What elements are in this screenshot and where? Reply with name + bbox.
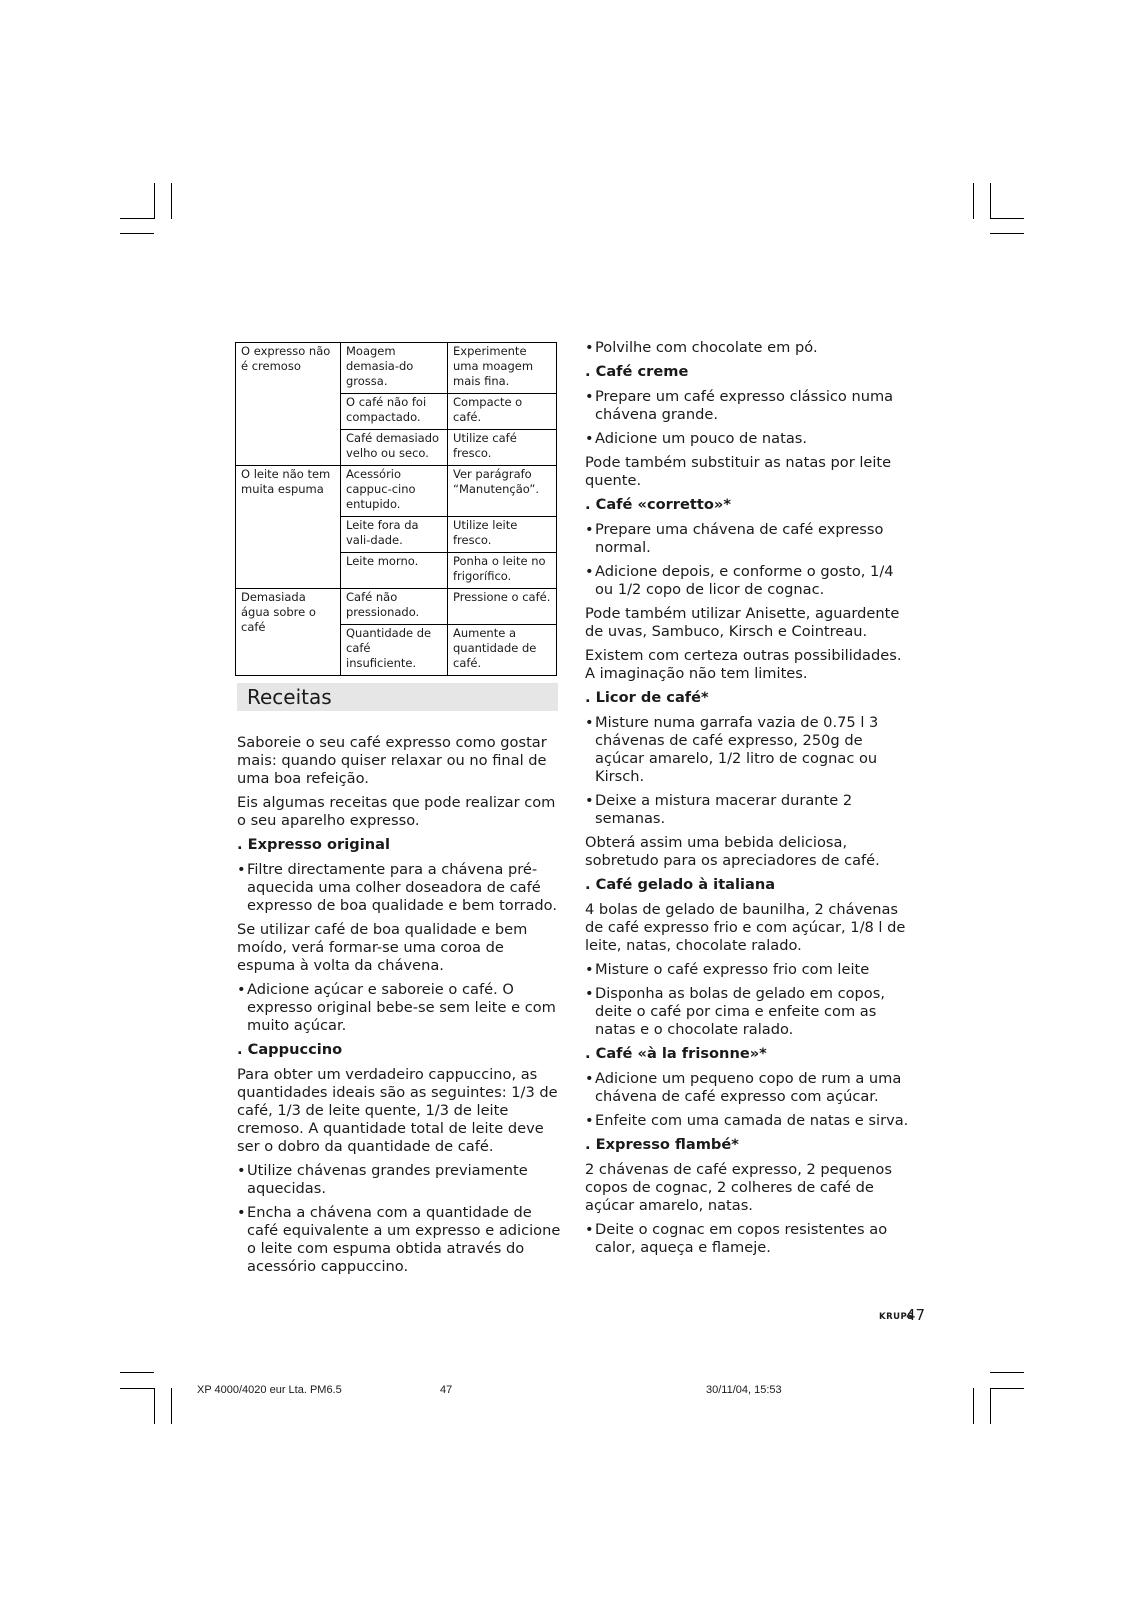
left-column <box>237 734 562 1282</box>
bullet-icon: • <box>585 985 594 1002</box>
crop-mark <box>154 1388 155 1424</box>
list-item: • Prepare uma chávena de café expresso normal. <box>585 521 884 556</box>
paragraph: Se utilizar café de boa qualidade e bem moído, verá formar-se uma coroa de espuma à volta da chávena. <box>237 921 528 974</box>
table-cell-cause: Leite fora da vali-dade. <box>341 517 448 553</box>
table-row <box>236 343 557 394</box>
table-cell-problem: O expresso não é cremoso <box>236 343 341 466</box>
crop-mark <box>990 183 991 219</box>
table-cell-solution: Ver parágrafo “Manutenção”. <box>448 466 557 517</box>
list-item: • Encha a chávena com a quantidade de café equivalente a um expresso e adicione o leite com espuma obtida através do acessório cappuccino. <box>237 1204 561 1275</box>
bullet-icon: • <box>585 430 594 447</box>
crop-mark <box>120 218 154 219</box>
table-row <box>236 466 557 517</box>
right-column <box>585 339 915 1263</box>
list-item: • Adicione depois, e conforme o gosto, 1/4 ou 1/2 copo de licor de cognac. <box>585 563 894 598</box>
list-item: • Polvilhe com chocolate em pó. <box>585 339 818 356</box>
crop-mark <box>120 1388 154 1389</box>
page-number: 47 <box>906 1306 926 1324</box>
list-item: • Adicione açúcar e saboreie o café. O expresso original bebe-se sem leite e com muito açúcar. <box>237 981 556 1034</box>
bullet-icon: • <box>585 339 594 356</box>
table-cell-solution: Utilize leite fresco. <box>448 517 557 553</box>
table-cell-solution: Aumente a quantidade de café. <box>448 625 557 676</box>
bullet-icon: • <box>585 792 594 809</box>
crop-mark <box>990 1388 991 1424</box>
list-item: • Enfeite com uma camada de natas e sirva. <box>585 1112 909 1129</box>
list-item: • Misture o café expresso frio com leite <box>585 961 870 978</box>
recipe-heading: . Cappuccino <box>237 1041 343 1058</box>
crop-mark <box>154 183 155 219</box>
bullet-icon: • <box>585 521 594 538</box>
paragraph: Eis algumas receitas que pode realizar com o seu aparelho expresso. <box>237 794 556 829</box>
recipe-heading: . Café «corretto»* <box>585 496 731 513</box>
bullet-icon: • <box>585 1221 594 1238</box>
paragraph: Saboreie o seu café expresso como gostar mais: quando quiser relaxar ou no final de uma boa refeição. <box>237 734 547 787</box>
section-title: Receitas <box>247 685 332 709</box>
brand-logo: KRUPS <box>879 1312 914 1322</box>
crop-mark <box>171 1388 172 1424</box>
recipe-heading: . Café gelado à italiana <box>585 876 776 893</box>
bullet-icon: • <box>237 1204 246 1221</box>
bullet-icon: • <box>237 1162 246 1179</box>
paragraph: Para obter um verdadeiro cappuccino, as quantidades ideais são as seguintes: 1/3 de café, 1/3 de leite quente, 1/3 de leite cremoso. A quantidade total de leite deve ser o dobro da quantidade de café. <box>237 1066 558 1155</box>
table-row <box>236 589 557 625</box>
paragraph: Existem com certeza outras possibilidades. A imaginação não tem limites. <box>585 647 902 682</box>
bullet-icon: • <box>585 1112 594 1129</box>
paragraph: 4 bolas de gelado de baunilha, 2 chávenas de café expresso frio e com açúcar, 1/8 l de leite, natas, chocolate ralado. <box>585 901 906 954</box>
recipe-heading: . Licor de café* <box>585 689 709 706</box>
table-cell-problem: O leite não tem muita espuma <box>236 466 341 589</box>
list-item: • Prepare um café expresso clássico numa chávena grande. <box>585 388 894 423</box>
table-cell-solution: Utilize café fresco. <box>448 430 557 466</box>
footer-filename: XP 4000/4020 eur Lta. PM6.5 <box>197 1384 342 1396</box>
table-cell-solution: Experimente uma moagem mais fina. <box>448 343 557 394</box>
table-cell-cause: Quantidade de café insuficiente. <box>341 625 448 676</box>
table-cell-problem: Demasiada água sobre o café <box>236 589 341 676</box>
table-cell-solution: Compacte o café. <box>448 394 557 430</box>
footer-date: 30/11/04, 15:53 <box>706 1384 782 1396</box>
bullet-icon: • <box>237 861 246 878</box>
crop-mark <box>120 233 154 234</box>
table-cell-cause: Acessório cappuc-cino entupido. <box>341 466 448 517</box>
recipe-heading: . Expresso flambé* <box>585 1136 739 1153</box>
paragraph: Pode também utilizar Anisette, aguardente de uvas, Sambuco, Kirsch e Cointreau. <box>585 605 900 640</box>
table-cell-cause: Café demasiado velho ou seco. <box>341 430 448 466</box>
list-item: • Adicione um pouco de natas. <box>585 430 808 447</box>
bullet-icon: • <box>237 981 246 998</box>
crop-mark <box>990 218 1024 219</box>
list-item: • Disponha as bolas de gelado em copos, deite o café por cima e enfeite com as natas e o chocolate ralado. <box>585 985 885 1038</box>
table-cell-cause: Café não pressionado. <box>341 589 448 625</box>
troubleshooting-table <box>235 342 557 676</box>
crop-mark <box>990 1372 1024 1373</box>
list-item: • Filtre directamente para a chávena pré-aquecida uma colher doseadora de café expresso de boa qualidade e bem torrado. <box>237 861 557 914</box>
list-item: • Adicione um pequeno copo de rum a uma chávena de café expresso com açúcar. <box>585 1070 902 1105</box>
paragraph: 2 chávenas de café expresso, 2 pequenos copos de cognac, 2 colheres de café de açúcar amarelo, natas. <box>585 1161 892 1214</box>
crop-mark <box>120 1372 154 1373</box>
crop-mark <box>171 183 172 219</box>
table-cell-cause: O café não foi compactado. <box>341 394 448 430</box>
crop-mark <box>990 233 1024 234</box>
footer-page: 47 <box>440 1384 453 1396</box>
paragraph: Obterá assim uma bebida deliciosa, sobretudo para os apreciadores de café. <box>585 834 880 869</box>
bullet-icon: • <box>585 714 594 731</box>
bullet-icon: • <box>585 563 594 580</box>
paragraph: Pode também substituir as natas por leite quente. <box>585 454 892 489</box>
crop-mark <box>973 1388 974 1424</box>
bullet-icon: • <box>585 961 594 978</box>
bullet-icon: • <box>585 388 594 405</box>
table-cell-solution: Pressione o café. <box>448 589 557 625</box>
recipe-heading: . Café «à la frisonne»* <box>585 1045 767 1062</box>
bullet-icon: • <box>585 1070 594 1087</box>
crop-mark <box>973 183 974 219</box>
list-item: • Misture numa garrafa vazia de 0.75 l 3 chávenas de café expresso, 250g de açúcar amarelo, 1/2 litro de cognac ou Kirsch. <box>585 714 879 785</box>
list-item: • Deite o cognac em copos resistentes ao calor, aqueça e flameje. <box>585 1221 888 1256</box>
crop-mark <box>990 1388 1024 1389</box>
table-cell-cause: Moagem demasia-do grossa. <box>341 343 448 394</box>
list-item: • Utilize chávenas grandes previamente aquecidas. <box>237 1162 528 1197</box>
list-item: • Deixe a mistura macerar durante 2 semanas. <box>585 792 853 827</box>
recipe-heading: . Expresso original <box>237 836 390 853</box>
recipe-heading: . Café creme <box>585 363 689 380</box>
table-cell-solution: Ponha o leite no frigorífico. <box>448 553 557 589</box>
table-cell-cause: Leite morno. <box>341 553 448 589</box>
